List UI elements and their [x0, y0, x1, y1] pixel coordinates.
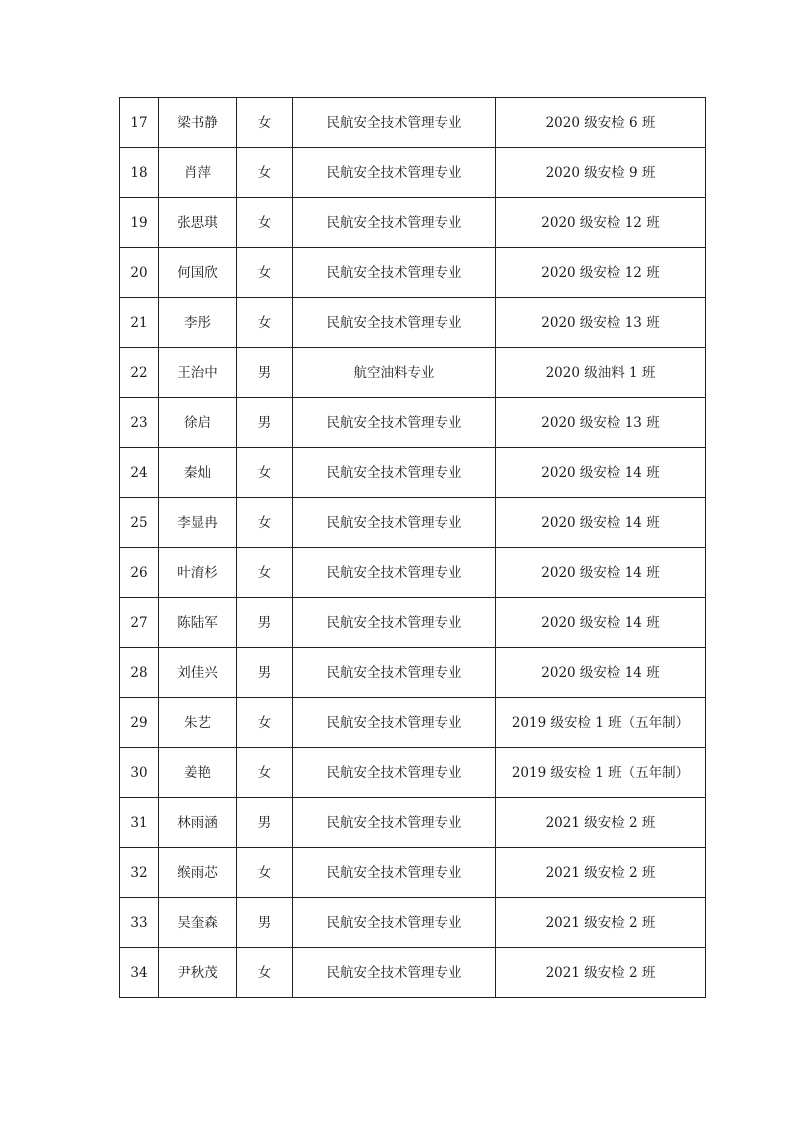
- row-number: 27: [120, 598, 159, 648]
- row-number: 31: [120, 798, 159, 848]
- student-major: 民航安全技术管理专业: [293, 748, 496, 798]
- row-number: 19: [120, 198, 159, 248]
- student-name: 缑雨芯: [159, 848, 237, 898]
- student-name: 姜艳: [159, 748, 237, 798]
- student-major: 民航安全技术管理专业: [293, 198, 496, 248]
- student-name: 吴奎森: [159, 898, 237, 948]
- row-number: 26: [120, 548, 159, 598]
- student-name: 林雨涵: [159, 798, 237, 848]
- student-name: 尹秋茂: [159, 948, 237, 998]
- table-row: [120, 448, 706, 498]
- student-major: 民航安全技术管理专业: [293, 148, 496, 198]
- row-number: 33: [120, 898, 159, 948]
- student-class: 2020 级安检 14 班: [496, 448, 706, 498]
- table-row: [120, 698, 706, 748]
- student-name: 李显冉: [159, 498, 237, 548]
- student-gender: 男: [237, 398, 293, 448]
- student-gender: 女: [237, 848, 293, 898]
- student-name: 叶淯杉: [159, 548, 237, 598]
- student-major: 民航安全技术管理专业: [293, 848, 496, 898]
- student-gender: 女: [237, 298, 293, 348]
- student-class: 2021 级安检 2 班: [496, 798, 706, 848]
- table-row: [120, 198, 706, 248]
- table-row: [120, 248, 706, 298]
- student-major: 民航安全技术管理专业: [293, 948, 496, 998]
- student-major: 航空油料专业: [293, 348, 496, 398]
- student-gender: 男: [237, 898, 293, 948]
- row-number: 32: [120, 848, 159, 898]
- table-row: [120, 748, 706, 798]
- student-gender: 女: [237, 98, 293, 148]
- student-name: 何国欣: [159, 248, 237, 298]
- row-number: 30: [120, 748, 159, 798]
- student-name: 刘佳兴: [159, 648, 237, 698]
- student-class: 2020 级安检 14 班: [496, 648, 706, 698]
- student-major: 民航安全技术管理专业: [293, 698, 496, 748]
- student-class: 2020 级安检 12 班: [496, 198, 706, 248]
- table-row: [120, 948, 706, 998]
- row-number: 18: [120, 148, 159, 198]
- row-number: 25: [120, 498, 159, 548]
- student-name: 王治中: [159, 348, 237, 398]
- student-class: 2019 级安检 1 班（五年制）: [496, 748, 706, 798]
- row-number: 22: [120, 348, 159, 398]
- student-major: 民航安全技术管理专业: [293, 798, 496, 848]
- table-row: [120, 648, 706, 698]
- table-row: [120, 848, 706, 898]
- student-class: 2019 级安检 1 班（五年制）: [496, 698, 706, 748]
- student-class: 2020 级安检 14 班: [496, 548, 706, 598]
- student-name: 陈陆军: [159, 598, 237, 648]
- student-gender: 女: [237, 748, 293, 798]
- student-class: 2020 级安检 9 班: [496, 148, 706, 198]
- table-row: [120, 98, 706, 148]
- student-class: 2020 级安检 6 班: [496, 98, 706, 148]
- table-row: [120, 148, 706, 198]
- student-major: 民航安全技术管理专业: [293, 398, 496, 448]
- student-gender: 女: [237, 198, 293, 248]
- student-class: 2020 级油料 1 班: [496, 348, 706, 398]
- student-gender: 男: [237, 798, 293, 848]
- table-row: [120, 398, 706, 448]
- student-gender: 男: [237, 348, 293, 398]
- student-name: 徐启: [159, 398, 237, 448]
- student-class: 2021 级安检 2 班: [496, 948, 706, 998]
- student-gender: 男: [237, 648, 293, 698]
- student-major: 民航安全技术管理专业: [293, 298, 496, 348]
- row-number: 24: [120, 448, 159, 498]
- student-major: 民航安全技术管理专业: [293, 648, 496, 698]
- student-major: 民航安全技术管理专业: [293, 98, 496, 148]
- row-number: 28: [120, 648, 159, 698]
- student-class: 2020 级安检 14 班: [496, 498, 706, 548]
- table-row: [120, 598, 706, 648]
- row-number: 23: [120, 398, 159, 448]
- student-name: 李彤: [159, 298, 237, 348]
- student-gender: 女: [237, 448, 293, 498]
- student-gender: 女: [237, 248, 293, 298]
- row-number: 20: [120, 248, 159, 298]
- row-number: 34: [120, 948, 159, 998]
- student-gender: 女: [237, 948, 293, 998]
- student-name: 秦灿: [159, 448, 237, 498]
- student-class: 2021 级安检 2 班: [496, 848, 706, 898]
- table-row: [120, 798, 706, 848]
- table-row: [120, 298, 706, 348]
- student-major: 民航安全技术管理专业: [293, 548, 496, 598]
- table-row: [120, 348, 706, 398]
- student-name: 梁书静: [159, 98, 237, 148]
- student-major: 民航安全技术管理专业: [293, 448, 496, 498]
- student-class: 2020 级安检 13 班: [496, 298, 706, 348]
- table-row: [120, 898, 706, 948]
- student-major: 民航安全技术管理专业: [293, 498, 496, 548]
- student-class: 2020 级安检 12 班: [496, 248, 706, 298]
- table-row: [120, 498, 706, 548]
- row-number: 21: [120, 298, 159, 348]
- student-name: 张思琪: [159, 198, 237, 248]
- student-class: 2021 级安检 2 班: [496, 898, 706, 948]
- student-name: 朱艺: [159, 698, 237, 748]
- student-major: 民航安全技术管理专业: [293, 598, 496, 648]
- student-gender: 女: [237, 148, 293, 198]
- student-gender: 女: [237, 698, 293, 748]
- student-gender: 女: [237, 498, 293, 548]
- student-gender: 男: [237, 598, 293, 648]
- student-class: 2020 级安检 13 班: [496, 398, 706, 448]
- student-major: 民航安全技术管理专业: [293, 898, 496, 948]
- row-number: 17: [120, 98, 159, 148]
- student-gender: 女: [237, 548, 293, 598]
- student-class: 2020 级安检 14 班: [496, 598, 706, 648]
- roster-body: [120, 98, 706, 998]
- student-major: 民航安全技术管理专业: [293, 248, 496, 298]
- student-name: 肖萍: [159, 148, 237, 198]
- student-roster-table: [119, 97, 706, 998]
- table-row: [120, 548, 706, 598]
- row-number: 29: [120, 698, 159, 748]
